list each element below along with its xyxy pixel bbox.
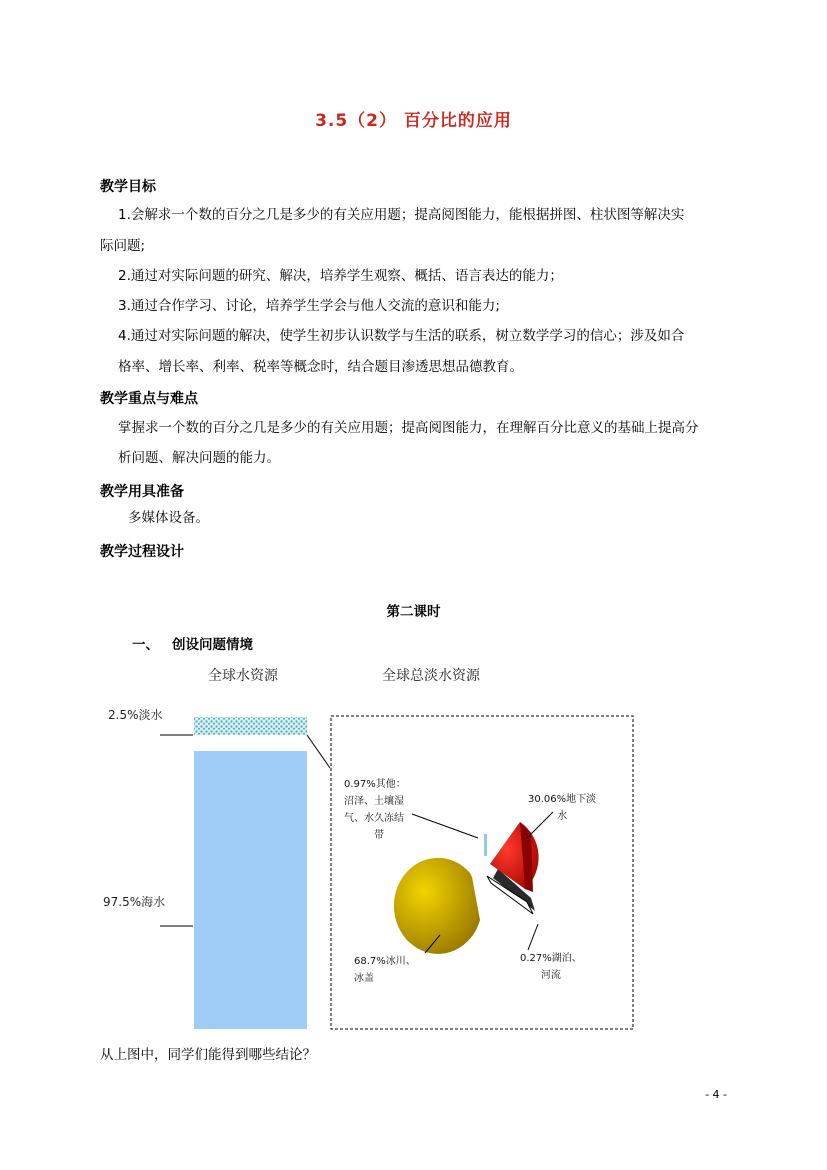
goal-line-5: 4.通过对实际问题的解决，使学生初步认识数学与生活的联系，树立数学学习的信心；涉及如合 [118, 328, 685, 344]
key-line-2: 析问题、解决问题的能力。 [118, 450, 280, 466]
pie-label-glacier: 68.7%冰川、 冰盖 [354, 956, 416, 984]
page-title: 3.5（2） 百分比的应用 [315, 111, 512, 131]
goal-line-2: 际问题; [100, 238, 146, 254]
pie-slice-glacier [394, 858, 480, 954]
pie-chart-title: 全球总淡水资源 [382, 668, 480, 684]
part-number: 一、 [132, 637, 159, 653]
key-line-1: 掌握求一个数的百分之几是多少的有关应用题；提高阅图能力，在理解百分比意义的基础上提高分 [118, 420, 699, 436]
tools-heading: 教学用具准备 [100, 484, 184, 500]
bar-chart-title: 全球水资源 [208, 668, 278, 684]
goal-line-4: 3.通过合作学习、讨论，培养学生学会与他人交流的意识和能力; [118, 298, 500, 314]
goal-line-1: 1.会解求一个数的百分之几是多少的有关应用题；提高阅图能力，能根据拼图、柱状图等解决实 [118, 207, 685, 223]
part-title: 创设问题情境 [172, 637, 253, 653]
goal-line-3: 2.通过对实际问题的研究、解决，培养学生观察、概括、语言表达的能力； [118, 268, 563, 284]
process-heading: 教学过程设计 [100, 544, 184, 560]
question-text: 从上图中，同学们能得到哪些结论？ [100, 1047, 316, 1063]
pie-label-other: 0.97%其他： 沼泽、土壤湿 气、水久冻结 带 [344, 779, 406, 841]
goal-line-6: 格率、增长率、利率、税率等概念时，结合题目渗透思想品德教育。 [118, 359, 523, 375]
bar-label-seawater: 97.5%海水 [103, 895, 166, 909]
pie-label-lakes: 0.27%湖泊、 河流 [520, 953, 582, 981]
bar-label-freshwater: 2.5%淡水 [108, 708, 163, 722]
leader-lakes [528, 924, 538, 950]
bar-freshwater [194, 717, 307, 735]
leader-groundwater [527, 812, 553, 838]
key-heading: 教学重点与难点 [100, 391, 198, 407]
lesson-label: 第二课时 [386, 604, 441, 620]
bar-seawater [194, 751, 307, 1029]
goals-heading: 教学目标 [100, 179, 156, 195]
pie-slice-other [484, 834, 487, 856]
pie-frame [331, 716, 633, 1029]
tools-text: 多媒体设备。 [128, 510, 209, 526]
leader-other [412, 814, 478, 838]
page-number: - 4 - [705, 1088, 727, 1101]
pie-label-groundwater: 30.06%地下淡 水 [528, 794, 597, 822]
connector-line [307, 735, 330, 768]
